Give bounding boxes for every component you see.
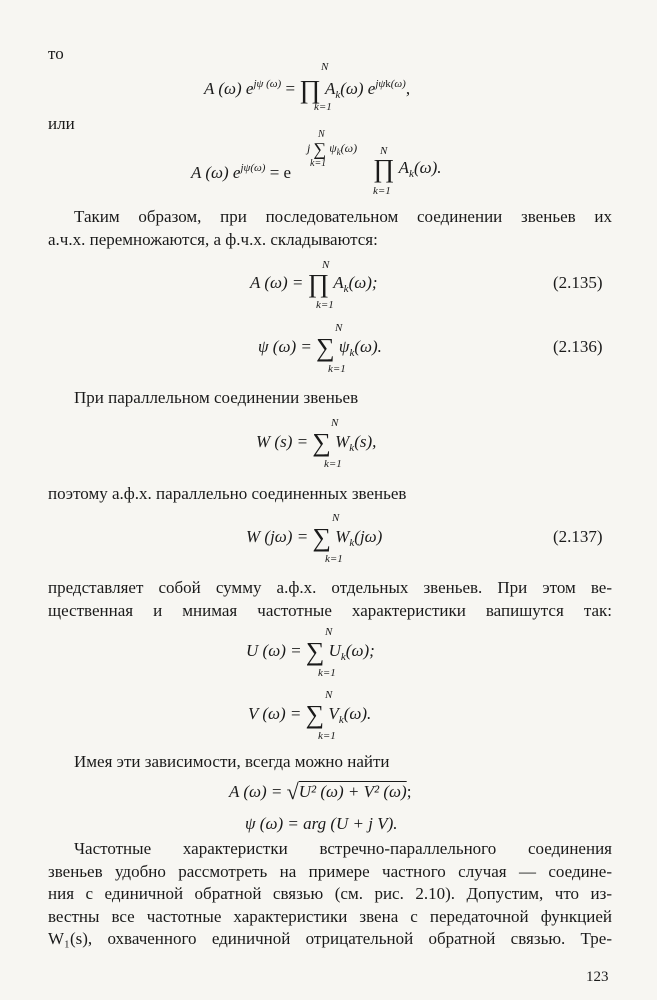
eqU-rhs2: (ω);	[345, 641, 375, 660]
eq2-upper-limit: N	[380, 145, 388, 157]
eqPsi-lhs: ψ (ω) =	[245, 814, 299, 833]
page-number: 123	[586, 969, 609, 985]
eq2-lhs-sup: jψ(ω)	[240, 162, 266, 174]
eq1-lhs: A (ω) e	[204, 79, 254, 98]
eq136-rhs-sub: k	[349, 347, 355, 359]
eq2-product-symbol: ∏	[373, 154, 395, 183]
equation-1	[204, 74, 410, 105]
eq2-exp-sum: ∑	[313, 139, 327, 159]
eq1-tail: ,	[405, 79, 411, 98]
eq2-rel: = e	[269, 163, 292, 182]
para6-line-5: W₁(s), охваченного единичной отрицательной обратной связью. Тре-	[48, 929, 612, 948]
eq135-rhs2: (ω);	[348, 273, 378, 292]
eq1-rhs: A	[324, 79, 336, 98]
equation-a-magnitude	[229, 779, 412, 804]
eq2-rhs-sub: k	[409, 168, 414, 180]
eqW-rhs: W	[335, 432, 350, 451]
eqA-root-symbol: √	[286, 779, 299, 804]
eqU-rhs: U	[328, 641, 341, 660]
para6-line-2: звеньев удобно рассмотреть на примере частного случая — соедине-	[48, 861, 612, 881]
eq137-number: (2.137)	[553, 527, 603, 546]
eqPsi-rhs: arg (U + j V).	[303, 814, 398, 833]
para6-line-4: вестны все частотные характеристики звена с передаточной функцией	[48, 906, 612, 926]
eq2-exp-lower: k=1	[310, 158, 327, 169]
paragraph-sum-afh	[48, 577, 612, 622]
eqA-radicand: U² (ω) + V² (ω)	[298, 782, 407, 801]
equation-2-136	[258, 333, 382, 363]
equation-u	[246, 637, 375, 667]
eqW-lower-limit: k=1	[324, 458, 342, 470]
eqV-lower-limit: k=1	[318, 730, 336, 742]
eq135-product-symbol: ∏	[307, 269, 330, 298]
eq2-exp-w: (ω)	[340, 141, 358, 155]
text-ili: или	[48, 114, 75, 133]
paragraph-feedback-connection	[48, 838, 612, 951]
paragraph-afh-parallel: поэтому а.ф.х. параллельно соединенных звеньев	[48, 484, 407, 503]
equation-2	[191, 158, 291, 183]
eqA-lhs: A (ω) =	[229, 782, 283, 801]
equation-w-s	[256, 428, 377, 458]
eq1-lhs-sup: jψ (ω)	[253, 78, 282, 90]
eq2-exp-upper: N	[318, 129, 325, 140]
eq135-lower-limit: k=1	[316, 299, 334, 311]
eq137-lhs: W (jω) =	[246, 527, 309, 546]
eq2-exp-k: k	[336, 147, 341, 157]
eqU-lhs: U (ω) =	[246, 641, 302, 660]
eq135-number: (2.135)	[553, 273, 603, 292]
eqV-rhs-sub: k	[338, 714, 344, 726]
eq136-rhs: ψ	[338, 337, 350, 356]
eq136-rhs2: (ω).	[354, 337, 382, 356]
eq137-sum-symbol: ∑	[312, 523, 331, 552]
equation-2-137	[246, 523, 383, 553]
eq1-rel: =	[285, 79, 296, 98]
eq136-lhs: ψ (ω) =	[258, 337, 312, 356]
eqU-lower-limit: k=1	[318, 667, 336, 679]
para1-line-2: а.ч.х. перемножаются, а ф.ч.х. складываются:	[48, 229, 378, 249]
eq137-rhs2: (jω)	[354, 527, 383, 546]
equation-psi-arg	[245, 814, 398, 834]
eqV-sum-symbol: ∑	[305, 700, 325, 729]
eq1-rhs2: (ω) e	[340, 79, 376, 98]
eq136-upper-limit: N	[335, 322, 343, 334]
para6-line-3: ния с единичной обратной связью (см. рис. 2.10). Допустим, что из-	[48, 884, 612, 903]
eq136-number: (2.136)	[553, 337, 603, 356]
eq2-exponent	[307, 141, 357, 159]
eq2-exp-psi: ψ	[329, 141, 337, 155]
eq135-upper-limit: N	[322, 259, 330, 271]
eq135-lhs: A (ω) =	[250, 273, 304, 292]
eq1-lower-limit: k=1	[314, 101, 332, 113]
eqW-lhs: W (s) =	[256, 432, 309, 451]
para1-line-1: Таким образом, при последовательном соединении звеньев их	[74, 207, 612, 226]
eq1-rhs-sub: k	[335, 89, 341, 101]
equation-v	[248, 700, 372, 730]
eq137-lower-limit: k=1	[325, 553, 343, 565]
text-to: то	[48, 44, 64, 63]
eq136-lower-limit: k=1	[328, 363, 346, 375]
eq137-rhs-sub: k	[349, 537, 355, 549]
para4-line-1: представляет собой сумму а.ф.х. отдельных звеньев. При этом ве-	[48, 578, 612, 597]
eqU-upper-limit: N	[325, 626, 333, 638]
eq2-lower-limit: k=1	[373, 185, 391, 197]
eqV-rhs: V	[328, 704, 339, 723]
eq2-exp-j: j	[307, 141, 311, 155]
eqW-rhs2: (s),	[354, 432, 377, 451]
equation-2-135	[250, 269, 378, 299]
eqW-upper-limit: N	[331, 417, 339, 429]
eqA-tail: ;	[406, 782, 412, 801]
eqU-sum-symbol: ∑	[305, 637, 325, 666]
eq1-rhs-sup-sub: k	[385, 78, 391, 90]
eq135-rhs-sub: k	[343, 283, 349, 295]
eq2-rhs2: (ω).	[413, 158, 442, 177]
eq2-lhs: A (ω) e	[191, 163, 241, 182]
eqV-upper-limit: N	[325, 689, 333, 701]
eqV-lhs: V (ω) =	[248, 704, 302, 723]
eq1-upper-limit: N	[321, 61, 329, 73]
eq135-rhs: A	[333, 273, 344, 292]
eqU-rhs-sub: k	[340, 651, 346, 663]
eq136-sum-symbol: ∑	[316, 333, 335, 362]
eq137-upper-limit: N	[332, 512, 340, 524]
paragraph-parallel-connection: При параллельном соединении звеньев	[74, 388, 359, 407]
paragraph-series-connection	[48, 206, 612, 251]
para4-line-2: щественная и мнимая частотные характеристики вапишутся так:	[48, 600, 612, 620]
eqV-rhs2: (ω).	[343, 704, 372, 723]
eq2-product	[373, 154, 442, 184]
para6-line-1: Частотные характеристки встречно-параллельного соединения	[74, 839, 612, 858]
paragraph-dependencies: Имея эти зависимости, всегда можно найти	[74, 752, 390, 771]
eq1-rhs-sup: jψk(ω)	[375, 78, 406, 90]
eqW-sum-symbol: ∑	[312, 428, 331, 457]
eqW-rhs-sub: k	[349, 442, 355, 454]
eq1-product-symbol: ∏	[299, 75, 321, 104]
eq137-rhs: W	[335, 527, 350, 546]
eq2-rhs: A	[398, 158, 410, 177]
